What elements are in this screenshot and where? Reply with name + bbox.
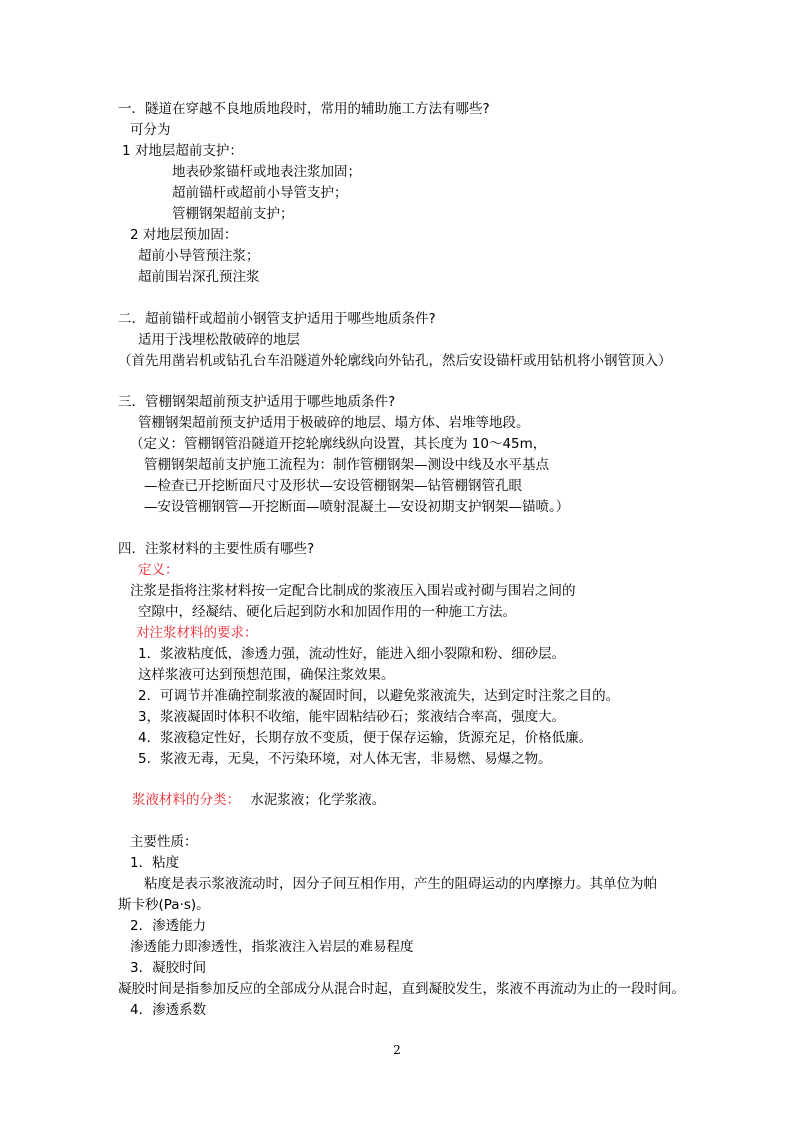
- q3-line: 管棚钢架超前预支护适用于极破碎的地层、塌方体、岩堆等地段。: [138, 415, 530, 431]
- question-1-title: 一．隧道在穿越不良地质地段时，常用的辅助施工方法有哪些?: [118, 101, 490, 117]
- q4-definition-label: 定义：: [138, 562, 179, 578]
- q3-line: —检查已开挖断面尺寸及形状—安设管棚钢架—钻管棚钢管孔眼: [144, 478, 522, 494]
- q4-requirement-line: 5．浆液无毒，无臭，不污染环境，对人体无害，非易燃、易爆之物。: [138, 751, 552, 767]
- q4-property-heading: 4．渗透系数: [130, 1002, 207, 1018]
- q1-sub1-item: 管棚钢架超前支护；: [172, 206, 294, 222]
- q1-sub2-heading: 2 对地层预加固：: [130, 227, 238, 243]
- q3-line: 管棚钢架超前支护施工流程为：制作管棚钢架—测设中线及水平基点: [144, 457, 549, 473]
- page-number: 2: [393, 1043, 401, 1057]
- q4-property-heading: 2．渗透能力: [130, 918, 207, 934]
- q4-requirements-label: 对注浆材料的要求：: [136, 625, 258, 641]
- q3-line: —安设管棚钢管—开挖断面—喷射混凝土—安设初期支护钢架—锚喷。）: [144, 499, 570, 515]
- q4-property-text: 斯卡秒(Pa·s)。: [118, 897, 210, 913]
- q4-requirement-line: 3，浆液凝固时体积不收缩，能牢固粘结砂石；浆液结合率高，强度大。: [138, 709, 566, 725]
- q4-property-text: 凝胶时间是指参加反应的全部成分从混合时起，直到凝胶发生，浆液不再流动为止的一段时间。: [118, 981, 685, 997]
- question-2-title: 二．超前锚杆或超前小钢管支护适用于哪些地质条件?: [118, 311, 436, 327]
- q4-property-heading: 1．粘度: [130, 855, 180, 871]
- q4-property-text: 渗透能力即渗透性，指浆液注入岩层的难易程度: [130, 939, 414, 955]
- q3-line: （定义：管棚钢管沿隧道开挖轮廓线纵向设置，其长度为 10～45m，: [130, 436, 547, 452]
- q4-classification: [132, 791, 385, 809]
- q1-sub2-item: 超前小导管预注浆；: [138, 248, 260, 264]
- question-4-title: 四．注浆材料的主要性质有哪些?: [118, 541, 315, 557]
- q4-classification-value: 水泥浆液；化学浆液。: [250, 792, 386, 808]
- q2-note: （首先用凿岩机或钻孔台车沿隧道外轮廓线向外钻孔，然后安设锚杆或用钻机将小钢管顶入）: [118, 353, 672, 369]
- q4-definition-line: 空隙中，经凝结、硬化后起到防水和加固作用的一种施工方法。: [138, 604, 516, 620]
- question-3-title: 三．管棚钢架超前预支护适用于哪些地质条件?: [118, 394, 396, 410]
- q2-answer: 适用于浅埋松散破碎的地层: [138, 332, 300, 348]
- q4-property-text: 粘度是表示浆液流动时，因分子间互相作用，产生的阻碍运动的内摩擦力。其单位为帕: [144, 876, 657, 892]
- q4-requirement-line: 这样浆液可达到预想范围，确保注浆效果。: [138, 667, 395, 683]
- q4-definition-line: 注浆是指将注浆材料按一定配合比制成的浆液压入围岩或衬砌与围岩之间的: [130, 583, 576, 599]
- q1-sub2-item: 超前围岩深孔预注浆: [138, 269, 260, 285]
- q4-classification-label: 浆液材料的分类：: [132, 792, 240, 808]
- q1-sub1-heading: 1 对地层超前支护：: [122, 143, 243, 159]
- q4-requirement-line: 1．浆液粘度低，渗透力强，流动性好，能进入细小裂隙和粉、细砂层。: [138, 646, 566, 662]
- q4-property-heading: 3．凝胶时间: [130, 960, 207, 976]
- q1-sub1-item: 地表砂浆锚杆或地表注浆加固；: [172, 164, 361, 180]
- q4-requirement-line: 4．浆液稳定性好，长期存放不变质，便于保存运输，货源充足，价格低廉。: [138, 730, 593, 746]
- q1-sub1-item: 超前锚杆或超前小导管支护；: [172, 185, 348, 201]
- q4-properties-heading: 主要性质：: [130, 834, 198, 850]
- q1-intro: 可分为: [130, 122, 171, 138]
- q4-requirement-line: 2．可调节并准确控制浆液的凝固时间，以避免浆液流失，达到定时注浆之目的。: [138, 688, 620, 704]
